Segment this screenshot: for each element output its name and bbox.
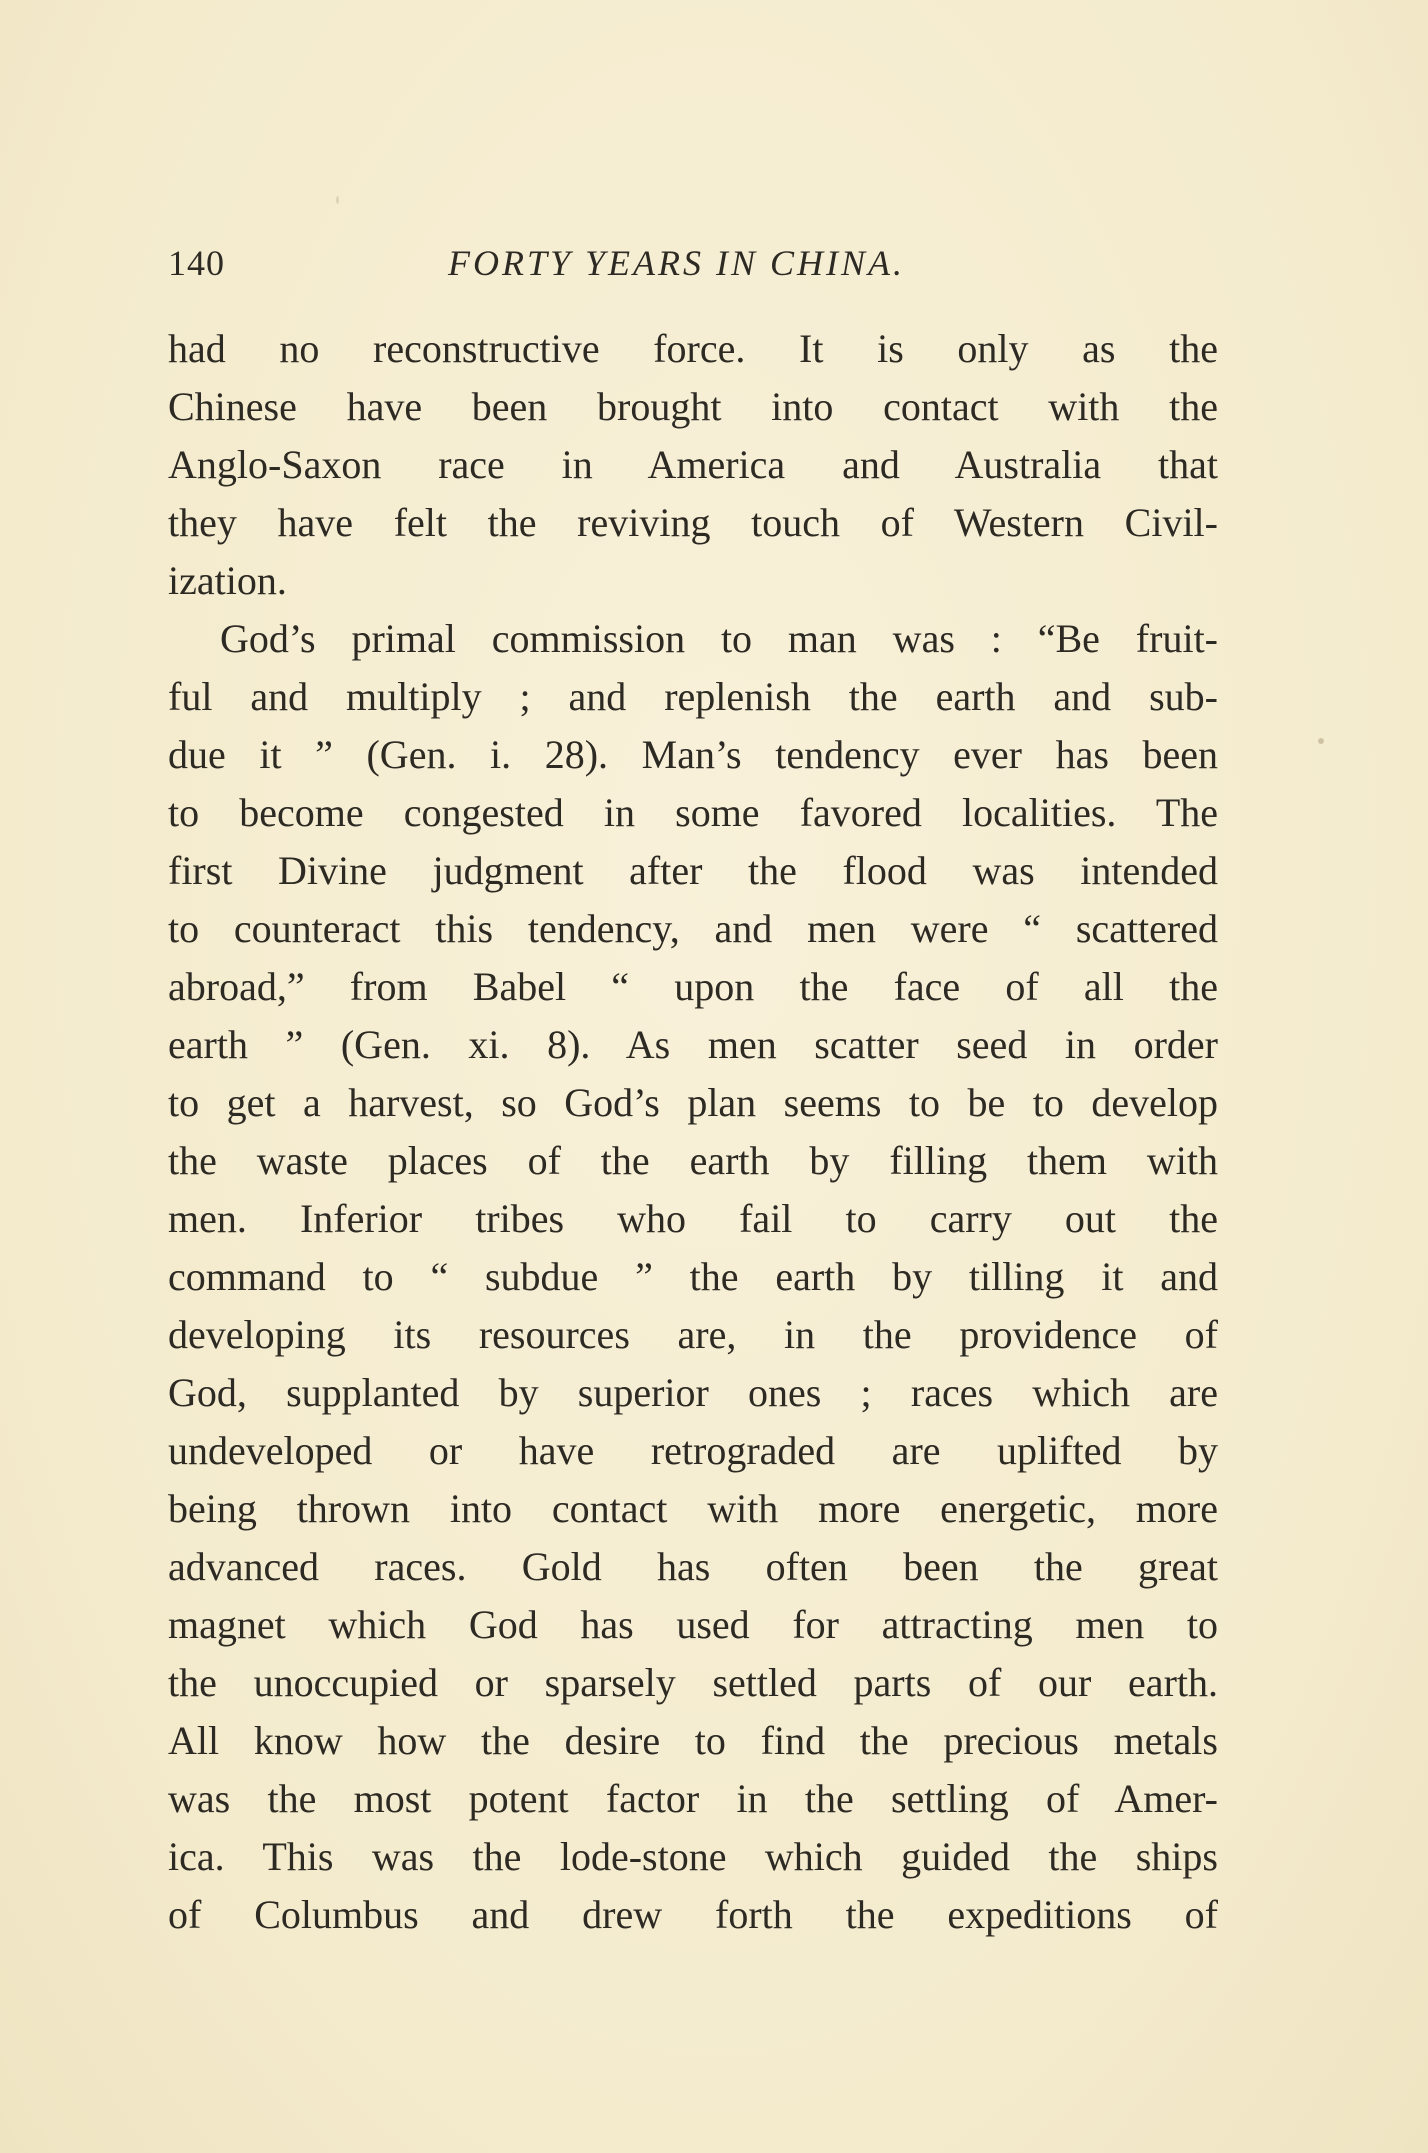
running-title: FORTY YEARS IN CHINA. [448,243,906,283]
text-line: to counteract this tendency, and men were “ scattered [168,906,1218,951]
text-line: All know how the desire to find the precious metals [168,1718,1218,1763]
paper-speck [1318,738,1324,744]
text-line: was the most potent factor in the settling of Amer- [168,1776,1218,1821]
text-line: the unoccupied or sparsely settled parts of our earth. [168,1660,1218,1705]
text-line: ful and multiply ; and replenish the earth and sub- [168,674,1218,719]
text-line: God, supplanted by superior ones ; races which are [168,1370,1218,1415]
page-number: 140 [168,243,225,283]
text-line: Anglo-Saxon race in America and Australia that [168,442,1218,487]
body-text [168,320,1218,1944]
page-header [168,242,1218,292]
text-line: due it ” (Gen. i. 28). Man’s tendency ever has been [168,732,1218,777]
text-line: abroad,” from Babel “ upon the face of all the [168,964,1218,1009]
text-line: ica. This was the lode-stone which guided the ships [168,1834,1218,1879]
text-line: they have felt the reviving touch of Western Civil- [168,500,1218,545]
text-line: developing its resources are, in the providence of [168,1312,1218,1357]
text-line: to get a harvest, so God’s plan seems to be to develop [168,1080,1218,1125]
text-line: command to “ subdue ” the earth by tilling it and [168,1254,1218,1299]
text-line: God’s primal commission to man was : “Be fruit- [220,616,1218,661]
text-line: magnet which God has used for attracting men to [168,1602,1218,1647]
text-line: being thrown into contact with more energetic, more [168,1486,1218,1531]
text-line: the waste places of the earth by filling them with [168,1138,1218,1183]
text-line: men. Inferior tribes who fail to carry out the [168,1196,1218,1241]
text-line: first Divine judgment after the flood was intended [168,848,1218,893]
text-line: to become congested in some favored localities. The [168,790,1218,835]
text-line: ization. [168,558,287,603]
text-line: earth ” (Gen. xi. 8). As men scatter seed in order [168,1022,1218,1067]
text-line: advanced races. Gold has often been the great [168,1544,1218,1589]
text-line: Chinese have been brought into contact with the [168,384,1218,429]
text-line: of Columbus and drew forth the expeditions of [168,1892,1218,1937]
paper-speck [336,196,339,204]
text-line: undeveloped or have retrograded are uplifted by [168,1428,1218,1473]
text-line: had no reconstructive force. It is only as the [168,326,1218,371]
